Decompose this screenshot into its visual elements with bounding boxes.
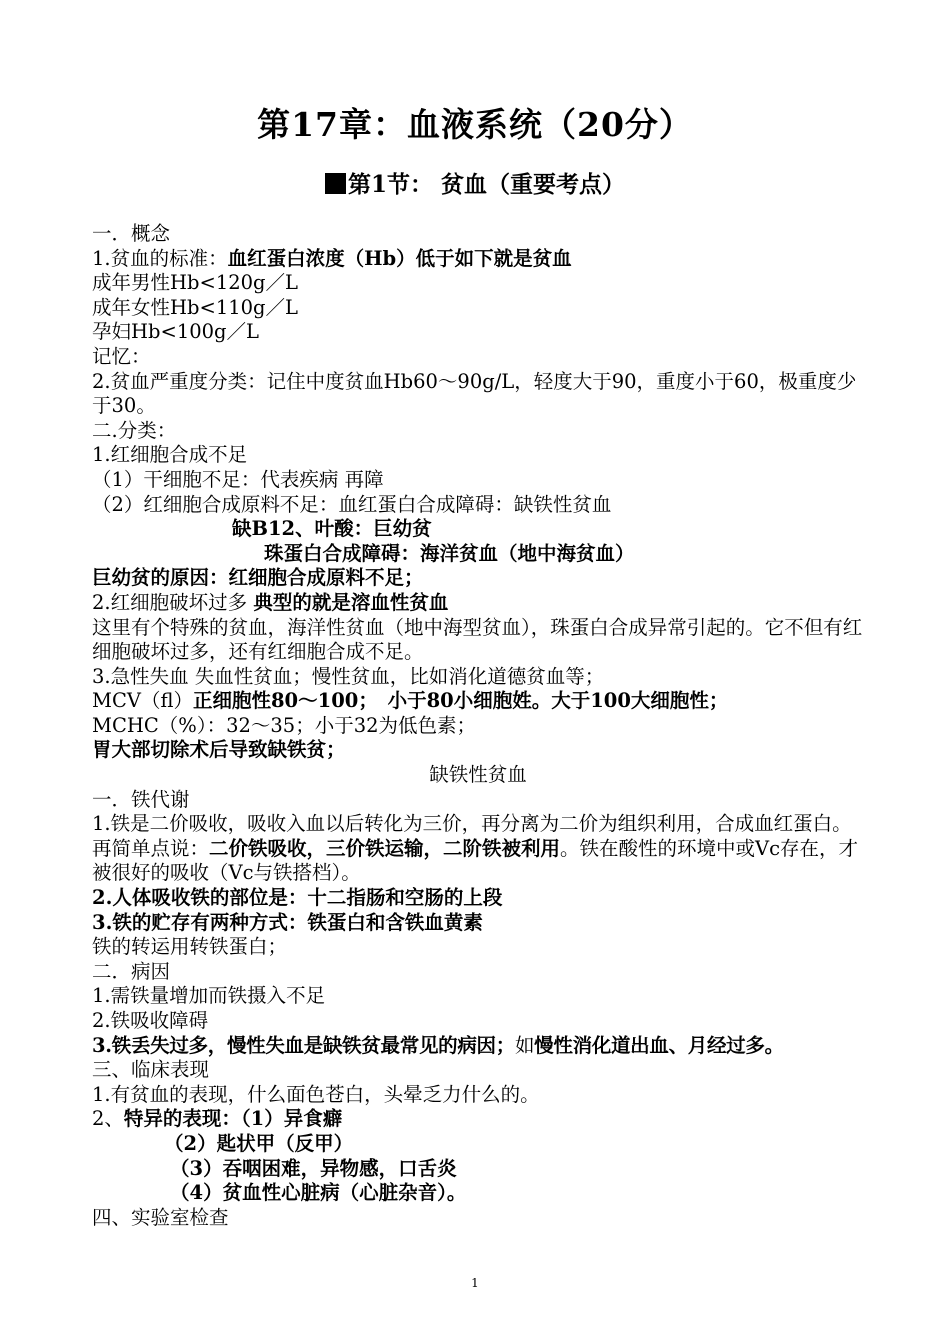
text-line: 成年男性Hb<120g／L (92, 271, 298, 295)
text-line: 珠蛋白合成障碍：海洋贫血（地中海贫血） (264, 541, 635, 565)
text-line: 铁的转运用转铁蛋白； (92, 935, 288, 959)
text-line: MCHC（%）：32～35；小于32为低色素； (92, 713, 477, 737)
text-line: 1.有贫血的表现，什么面色苍白，头晕乏力什么的。 (92, 1082, 540, 1106)
text-line: 3.急性失血 失血性贫血；慢性贫血，比如消化道德贫血等； (92, 664, 605, 688)
text-line: 2.红细胞破坏过多 典型的就是溶血性贫血 (92, 590, 449, 614)
black-square-icon (325, 173, 346, 194)
text-line: 二.分类： (92, 418, 177, 442)
text-line: 记忆： (92, 344, 151, 368)
text-line: 2.人体吸收铁的部位是：十二指肠和空肠的上段 (92, 886, 503, 910)
text-line: 3.铁丢失过多，慢性失血是缺铁贫最常见的病因；如慢性消化道出血、月经过多。 (92, 1033, 784, 1057)
text-line: （2）红细胞合成原料不足：血红蛋白合成障碍：缺铁性贫血 (92, 492, 612, 516)
text-line: 1.红细胞合成不足 (92, 443, 248, 467)
text-line: 巨幼贫的原因：红细胞合成原料不足； (92, 566, 424, 590)
text-line: （4）贫血性心脏病（心脏杂音）。 (170, 1181, 467, 1205)
text-paragraph: 这里有个特殊的贫血，海洋性贫血（地中海型贫血），珠蛋白合成异常引起的。它不但有红细胞破坏过多，还有红细胞合成不足。 (92, 615, 863, 664)
chapter-title: 第17章：血液系统（20分） (257, 105, 693, 144)
section-title (0, 168, 950, 202)
text-line: 二．病因 (92, 959, 171, 983)
text-line: （3）吞咽困难，异物感，口舌炎 (170, 1156, 457, 1180)
text-line: 一．概念 (92, 222, 171, 245)
text-paragraph: 再简单点说：二价铁吸收，三价铁运输，二阶铁被利用。铁在酸性的环境中或Vc存在，才被很好的吸收（Vc与铁搭档）。 (92, 836, 859, 885)
document-body (92, 222, 864, 1230)
text-line: MCV（fl）正细胞性80～100； 小于80小细胞姓。大于100大细胞性； (92, 689, 729, 713)
page-number: 1 (471, 1276, 479, 1290)
text-line: 3.铁的贮存有两种方式：铁蛋白和含铁血黄素 (92, 910, 483, 934)
text-line: 缺B12、叶酸：巨幼贫 (232, 517, 432, 541)
text-paragraph: 2.贫血严重度分类：记住中度贫血Hb60～90g/L，轻度大于90，重度小于60，极重度少于30。 (92, 369, 857, 418)
text-line: 胃大部切除术后导致缺铁贫； (92, 738, 346, 762)
text-line: 1.需铁量增加而铁摄入不足 (92, 984, 326, 1008)
text-line: 成年女性Hb<110g／L (92, 295, 298, 319)
text-line: （2）匙状甲（反甲） (164, 1131, 354, 1155)
text-line: （1）干细胞不足：代表疾病 再障 (92, 467, 384, 491)
text-line: 1.贫血的标准：血红蛋白浓度（Hb）低于如下就是贫血 (92, 246, 572, 270)
text-paragraph: 1.铁是二价吸收，吸收入血以后转化为三价，再分离为二价为组织利用，合成血红蛋白。 (92, 812, 852, 836)
text-line: 四、实验室检查 (92, 1205, 229, 1229)
text-line: 孕妇Hb<100g／L (92, 320, 259, 344)
text-line: 一．铁代谢 (92, 787, 190, 811)
text-line: 2、特异的表现：（1）异食癖 (92, 1107, 343, 1131)
subheading: 缺铁性贫血 (429, 763, 527, 787)
text-line: 三、临床表现 (92, 1058, 210, 1082)
text-line: 2.铁吸收障碍 (92, 1009, 209, 1032)
section-title-text: 第1节： 贫血（重要考点） (347, 171, 625, 198)
